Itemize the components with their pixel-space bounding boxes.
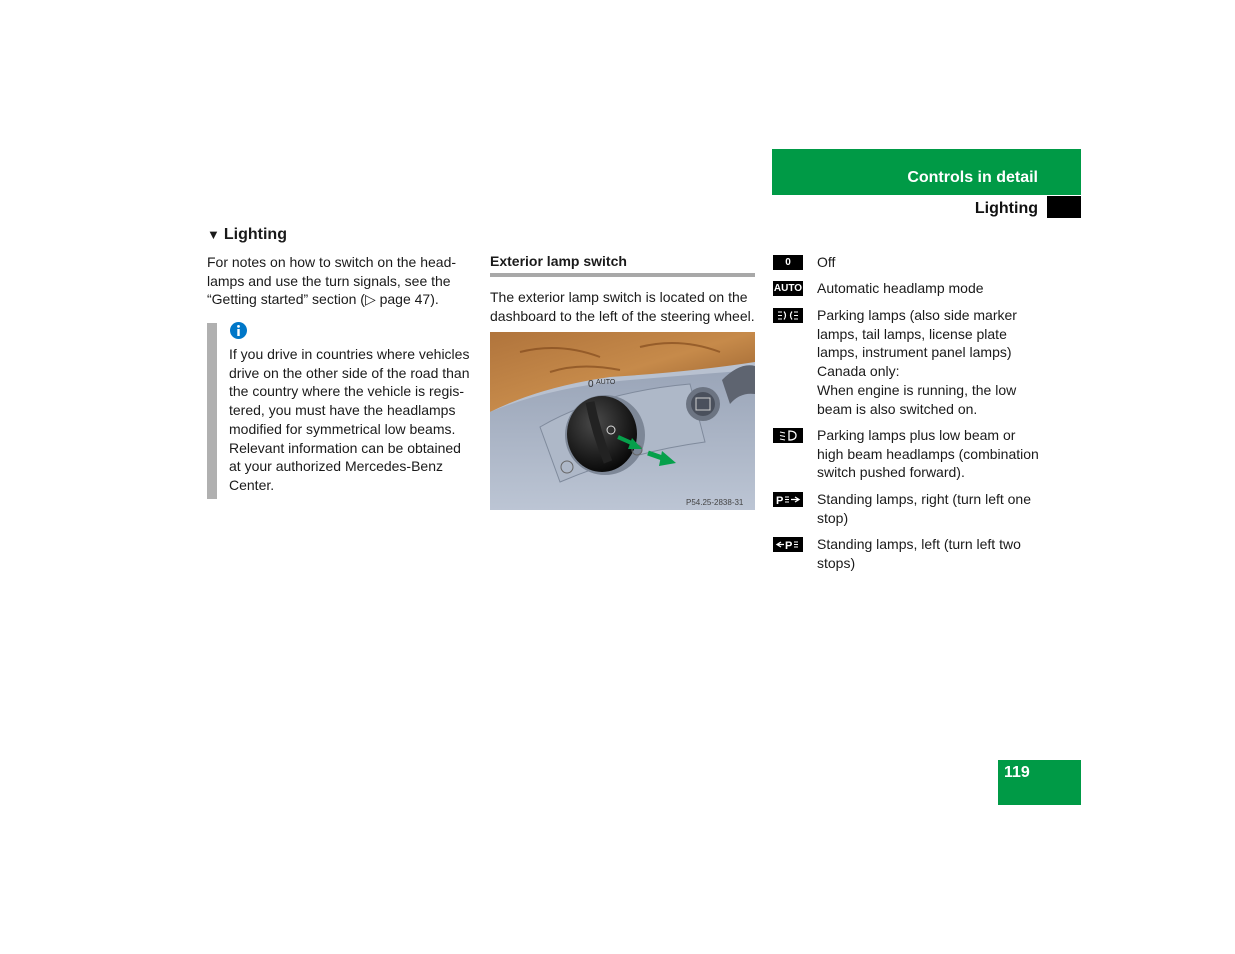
lamp-switch-photo [490, 332, 755, 510]
subheading-exterior-lamp-switch: Exterior lamp switch [490, 253, 627, 269]
off-symbol: 0 [773, 255, 803, 270]
legend-text: Standing lamps, left (turn left two stops) [817, 536, 1021, 571]
heading-text: Lighting [223, 226, 287, 243]
low-beam-symbol [773, 428, 803, 443]
legend-text: Parking lamps (also side marker lamps, tail lamps, license plate lamps, instrument panel lamps) Canada only: When engine is running, the low beam is also switched on. [817, 307, 1017, 417]
dial-auto-label: AUTO [596, 379, 616, 386]
standing-lamp-right-symbol [773, 492, 803, 507]
page-number: 119 [1004, 764, 1030, 781]
switch-location-text: The exterior lamp switch is located on the dashboard to the left of the steering wheel. [490, 289, 755, 324]
auto-symbol: AUTO [773, 283, 803, 294]
info-icon [230, 322, 247, 344]
legend-text: Parking lamps plus low beam or high beam headlamps (combination switch pushed forward). [817, 427, 1039, 481]
heading-lighting [207, 226, 287, 244]
legend-text: Automatic headlamp mode [817, 280, 984, 296]
chapter-title: Controls in detail [907, 169, 1038, 186]
svg-text:P: P [785, 540, 793, 552]
note-bar [207, 323, 217, 499]
legend-text: Standing lamps, right (turn left one stop) [817, 491, 1032, 526]
parking-lamps-symbol [773, 308, 803, 323]
triangle-icon: ▼ [207, 227, 220, 242]
note-text: If you drive in countries where vehicles drive on the other side of the road than the country where the vehicle is regis-tered, you must have the headlamps modified for symmetrical low beams. Relevant information can be obtained at your authorized Mercedes-Benz Center. [229, 346, 470, 493]
subheading-rule [490, 273, 755, 277]
intro-paragraph: For notes on how to switch on the head-lamps and use the turn signals, see the “Getting started” section (▷ page 47). [207, 254, 457, 308]
dial-off-label: 0 [588, 379, 594, 390]
svg-text:P: P [776, 495, 784, 507]
standing-lamp-left-symbol [773, 537, 803, 552]
photo-code: P54.25-2838-31 [686, 498, 744, 507]
section-title: Lighting [974, 200, 1038, 217]
legend-text: Off [817, 254, 836, 270]
section-marker [1047, 196, 1081, 218]
